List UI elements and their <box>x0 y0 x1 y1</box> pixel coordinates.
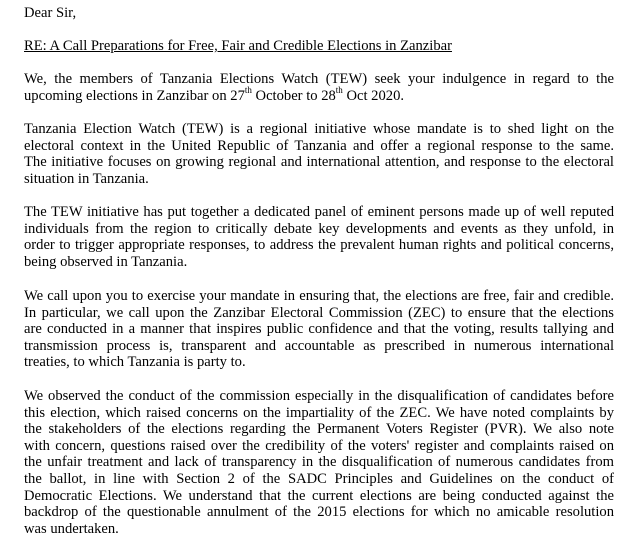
paragraph-line: electoral context in the United Republic of Tanzania and offer a regional response to the same. <box>24 137 614 154</box>
paragraph-line: We call upon you to exercise your mandate in ensuring that, the elections are free, fair and credible. <box>24 288 614 304</box>
paragraph-panel <box>24 204 614 270</box>
dates-text-start: upcoming elections in Zanzibar on 27 <box>24 87 245 104</box>
paragraph-line: the stakeholders of the elections regarding the Permanent Voters Register (PVR). We also note <box>24 421 614 438</box>
ordinal-suffix: th <box>335 84 343 95</box>
paragraph-intro <box>24 71 614 104</box>
paragraph-line: Tanzania Election Watch (TEW) is a regional initiative whose mandate is to shed light on the <box>24 121 614 137</box>
paragraph-line: the ballot, in line with Section 2 of the SADC Principles and Guidelines on the conduct of <box>24 470 614 487</box>
paragraph-line: this election, which raised concerns on the impartiality of the ZEC. We have noted complaints by <box>24 404 614 421</box>
paragraph-line: individuals from the region to critically debate key developments and events as they unfold, in <box>24 220 614 237</box>
paragraph-line: treaties, to which Tanzania is party to. <box>24 354 246 371</box>
paragraph-line: order to trigger appropriate responses, to address the prevalent human rights and political concerns, <box>24 237 614 254</box>
paragraph-line: The TEW initiative has put together a dedicated panel of eminent persons made up of well reputed <box>24 204 614 220</box>
paragraph-line: being observed in Tanzania. <box>24 253 188 270</box>
paragraph-line: We, the members of Tanzania Elections Watch (TEW) seek your indulgence in regard to the <box>24 71 614 87</box>
paragraph-line-dates <box>24 84 614 105</box>
paragraph-call-upon <box>24 288 614 371</box>
paragraph-line: transmission process is, transparent and accountable as prescribed in numerous international <box>24 337 614 354</box>
paragraph-line: Democratic Elections. We understand that the current elections are being conducted against the <box>24 487 614 504</box>
salutation: Dear Sir, <box>24 5 77 21</box>
paragraph-line: situation in Tanzania. <box>24 170 149 187</box>
paragraph-observations <box>24 388 614 537</box>
ordinal-suffix: th <box>244 84 252 95</box>
paragraph-line: was undertaken. <box>24 520 119 537</box>
paragraph-line: backdrop of the questionable annulment of the 2015 elections for which no amicable resolution <box>24 504 614 521</box>
paragraph-line: are conducted in a manner that inspires public confidence and that the voting, results tallying and <box>24 321 614 338</box>
subject-line: RE: A Call Preparations for Free, Fair and Credible Elections in Zanzibar <box>24 38 452 54</box>
paragraph-line: The initiative focuses on growing regional and international attention, and response to the electoral <box>24 154 614 171</box>
paragraph-line: with concern, questions raised over the credibility of the voters' register and complaints raised on <box>24 437 614 454</box>
paragraph-tew-description <box>24 121 614 187</box>
dates-text-middle: October to 28 <box>251 87 336 104</box>
paragraph-line: the unfair treatment and lack of transparency in the disqualification of numerous candidates from <box>24 454 614 471</box>
dates-text-end: Oct 2020. <box>342 87 405 104</box>
paragraph-line: We observed the conduct of the commission especially in the disqualification of candidates before <box>24 388 614 404</box>
paragraph-line: In particular, we call upon the Zanzibar Electoral Commission (ZEC) to ensure that the elections <box>24 304 614 321</box>
